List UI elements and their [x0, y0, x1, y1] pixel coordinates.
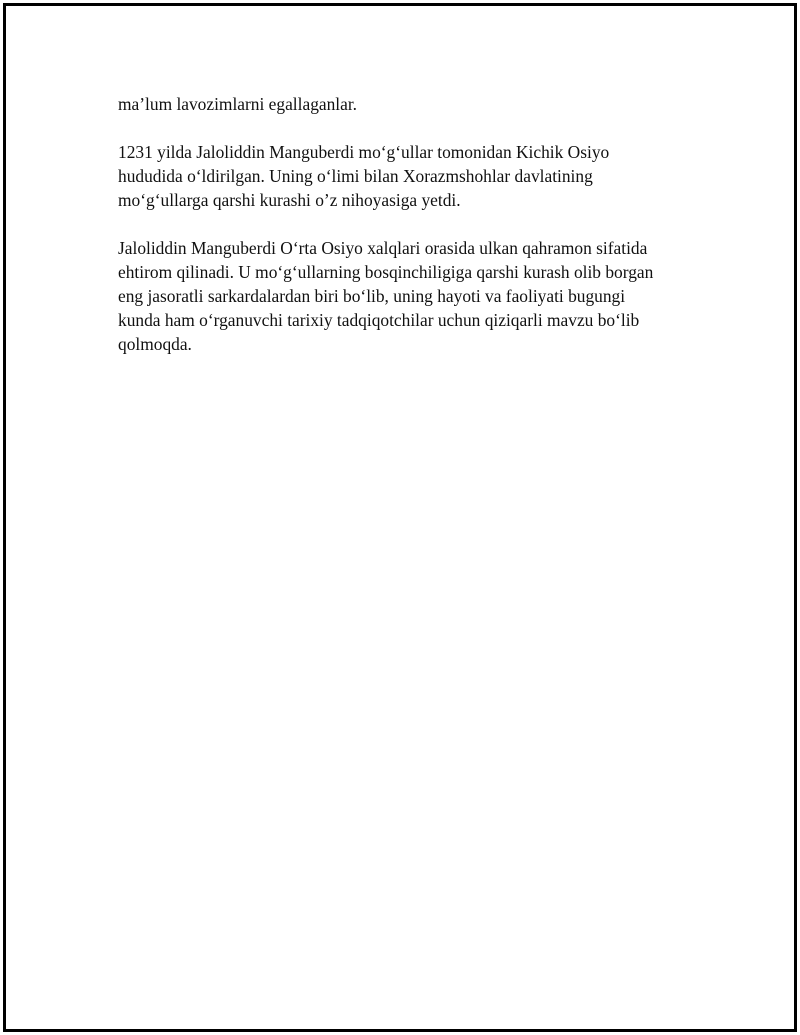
paragraph-1: ma’lum lavozimlarni egallaganlar.	[118, 94, 358, 114]
paragraph-3: Jaloliddin Manguberdi O‘rta Osiyo xalqlari orasida ulkan qahramon sifatida ehtirom qilinadi. U mo‘g‘ullarning bosqinchiligiga qarshi kurash olib borgan eng jasoratli sarkardalardan biri bo‘lib, uning hayoti va faoliyati bugungi kunda ham o‘rganuvchi tarixiy tadqiqotchilar uchun qiziqarli mavzu bo‘lib qolmoqda.	[118, 238, 654, 354]
paragraph-2: 1231 yilda Jaloliddin Manguberdi mo‘g‘ullar tomonidan Kichik Osiyo hududida o‘ldirilgan. Uning o‘limi bilan Xorazmshohlar davlatining mo‘g‘ullarga qarshi kurashi o’z nihoyasiga yetdi.	[118, 142, 610, 210]
document-body	[118, 92, 698, 380]
